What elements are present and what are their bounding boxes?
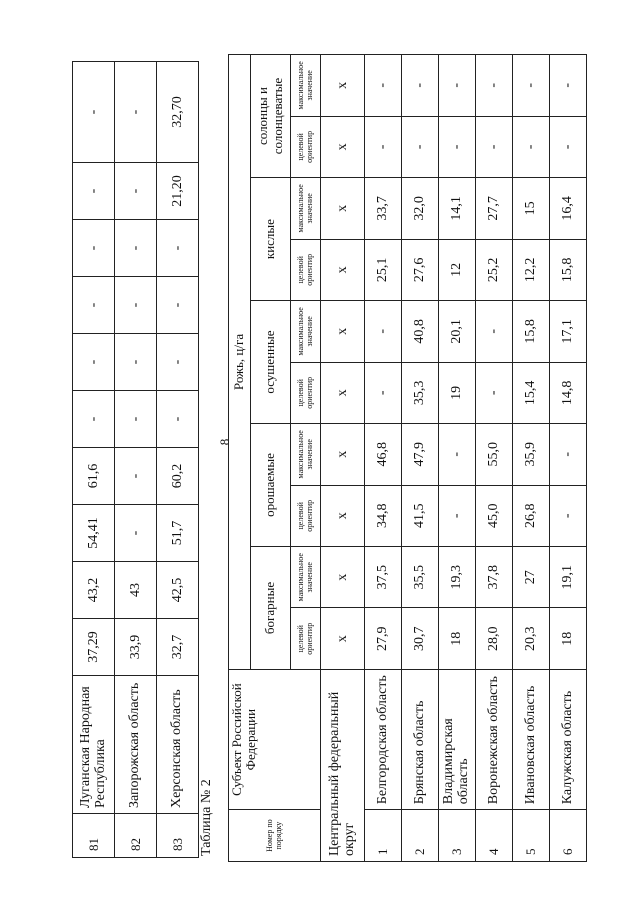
header-target: целевой ориентир [291, 608, 321, 669]
value-cell: 18 [550, 608, 587, 669]
header-group: солонцы и солонцеватые [251, 55, 291, 178]
value-cell: 25,2 [476, 239, 513, 300]
value-cell: - [115, 62, 157, 163]
value-cell: 16,4 [550, 178, 587, 239]
header-group: богарные [251, 547, 291, 670]
value-cell: 55,0 [476, 424, 513, 485]
header-max: максимальное значение [291, 547, 321, 608]
row-number: 81 [73, 814, 115, 858]
value-cell: х [321, 178, 365, 239]
subject-name: Владимирская область [439, 669, 476, 809]
table-row [476, 55, 513, 862]
value-cell: 21,20 [157, 163, 199, 220]
top-table-body [73, 62, 199, 858]
value-cell: 37,8 [476, 547, 513, 608]
value-cell: - [73, 277, 115, 334]
value-cell: 14,1 [439, 178, 476, 239]
subject-name: Брянская область [402, 669, 439, 809]
row-number: 1 [365, 810, 402, 862]
value-cell: 27,6 [402, 239, 439, 300]
value-cell: 46,8 [365, 424, 402, 485]
value-cell: - [157, 277, 199, 334]
value-cell: 60,2 [157, 448, 199, 505]
value-cell: 30,7 [402, 608, 439, 669]
value-cell: 40,8 [402, 301, 439, 362]
value-cell: - [157, 334, 199, 391]
table-row [73, 62, 115, 858]
header-row-crop [229, 55, 251, 862]
value-cell: - [550, 485, 587, 546]
header-max: максимальное значение [291, 55, 321, 117]
value-cell: 28,0 [476, 608, 513, 669]
value-cell: х [321, 424, 365, 485]
header-number: Номер по порядку [229, 810, 321, 862]
value-cell: х [321, 547, 365, 608]
value-cell: - [157, 220, 199, 277]
district-name: Центральный федеральный округ [321, 669, 365, 861]
value-cell: - [73, 220, 115, 277]
value-cell: 54,41 [73, 505, 115, 562]
table-title-wrapper [199, 779, 215, 856]
value-cell: 43,2 [73, 562, 115, 619]
table-row [439, 55, 476, 862]
subject-name: Калужская область [550, 669, 587, 809]
value-cell: 32,7 [157, 619, 199, 676]
value-cell: - [115, 391, 157, 448]
row-number: 6 [550, 810, 587, 862]
value-cell: 19,1 [550, 547, 587, 608]
value-cell: 35,3 [402, 362, 439, 423]
header-target: целевой ориентир [291, 239, 321, 300]
value-cell: 26,8 [513, 485, 550, 546]
value-cell: - [73, 163, 115, 220]
value-cell: - [439, 485, 476, 546]
value-cell: 15,8 [550, 239, 587, 300]
value-cell: х [321, 55, 365, 117]
subject-name: Запорожская область [115, 676, 157, 814]
value-cell: 27,7 [476, 178, 513, 239]
table-row [365, 55, 402, 862]
subject-name: Луганская Народная Республика [73, 676, 115, 814]
table-row [513, 55, 550, 862]
value-cell: 19 [439, 362, 476, 423]
top-table-wrapper [72, 61, 199, 858]
header-group: орошаемые [251, 424, 291, 547]
main-table-body [365, 55, 587, 862]
table-row [550, 55, 587, 862]
header-max: максимальное значение [291, 178, 321, 239]
value-cell: 18 [439, 608, 476, 669]
value-cell: - [73, 62, 115, 163]
value-cell: - [115, 448, 157, 505]
value-cell: 47,9 [402, 424, 439, 485]
header-target: целевой ориентир [291, 116, 321, 177]
value-cell: - [513, 116, 550, 177]
main-table [228, 54, 587, 862]
value-cell: - [115, 334, 157, 391]
table-row [115, 62, 157, 858]
main-table-wrapper [228, 54, 587, 862]
value-cell: - [402, 116, 439, 177]
value-cell: 27 [513, 547, 550, 608]
value-cell: 32,0 [402, 178, 439, 239]
value-cell: х [321, 239, 365, 300]
value-cell: 17,1 [550, 301, 587, 362]
value-cell: - [476, 55, 513, 117]
value-cell: 33,7 [365, 178, 402, 239]
page-number: 8 [217, 438, 232, 446]
value-cell: 25,1 [365, 239, 402, 300]
value-cell: 34,8 [365, 485, 402, 546]
value-cell: 33,9 [115, 619, 157, 676]
value-cell: 51,7 [157, 505, 199, 562]
value-cell: 42,5 [157, 562, 199, 619]
header-group: осушенные [251, 301, 291, 424]
table-row [157, 62, 199, 858]
value-cell: 12 [439, 239, 476, 300]
value-cell: 61,6 [73, 448, 115, 505]
value-cell: - [476, 116, 513, 177]
subject-name: Ивановская область [513, 669, 550, 809]
value-cell: 45,0 [476, 485, 513, 546]
value-cell: х [321, 608, 365, 669]
value-cell: 20,1 [439, 301, 476, 362]
row-number: 82 [115, 814, 157, 858]
value-cell: 27,9 [365, 608, 402, 669]
value-cell: - [365, 55, 402, 117]
value-cell: 15 [513, 178, 550, 239]
value-cell: 37,5 [365, 547, 402, 608]
value-cell: - [439, 116, 476, 177]
value-cell: - [73, 391, 115, 448]
table-title: Таблица № 2 [199, 779, 214, 856]
row-number: 83 [157, 814, 199, 858]
value-cell: - [115, 277, 157, 334]
value-cell: - [115, 505, 157, 562]
subject-name: Белгородская область [365, 669, 402, 809]
value-cell: 37,29 [73, 619, 115, 676]
value-cell: х [321, 362, 365, 423]
header-group: кислые [251, 178, 291, 301]
row-number: 3 [439, 810, 476, 862]
value-cell: 15,4 [513, 362, 550, 423]
value-cell: - [73, 334, 115, 391]
value-cell: 20,3 [513, 608, 550, 669]
header-target: целевой ориентир [291, 485, 321, 546]
subject-name: Воронежская область [476, 669, 513, 809]
header-max: максимальное значение [291, 301, 321, 362]
value-cell: - [115, 163, 157, 220]
value-cell: х [321, 485, 365, 546]
value-cell: - [439, 55, 476, 117]
value-cell: 15,8 [513, 301, 550, 362]
header-target: целевой ориентир [291, 362, 321, 423]
value-cell: - [402, 55, 439, 117]
value-cell: - [550, 424, 587, 485]
value-cell: - [513, 55, 550, 117]
value-cell: - [550, 55, 587, 117]
value-cell: - [365, 116, 402, 177]
district-row [321, 55, 365, 862]
row-number: 5 [513, 810, 550, 862]
top-table [72, 61, 199, 858]
header-crop: Рожь, ц/га [229, 55, 251, 670]
value-cell: - [157, 391, 199, 448]
value-cell: 19,3 [439, 547, 476, 608]
value-cell: - [115, 220, 157, 277]
value-cell: 43 [115, 562, 157, 619]
value-cell: 35,5 [402, 547, 439, 608]
value-cell: 32,70 [157, 62, 199, 163]
value-cell: - [550, 116, 587, 177]
value-cell: - [365, 362, 402, 423]
value-cell: 41,5 [402, 485, 439, 546]
header-subject: Субъект Российской Федерации [229, 669, 321, 809]
value-cell: х [321, 116, 365, 177]
header-max: максимальное значение [291, 424, 321, 485]
value-cell: х [321, 301, 365, 362]
value-cell: 14,8 [550, 362, 587, 423]
value-cell: 35,9 [513, 424, 550, 485]
value-cell: - [365, 301, 402, 362]
value-cell: - [476, 362, 513, 423]
value-cell: - [439, 424, 476, 485]
value-cell: 12,2 [513, 239, 550, 300]
subject-name: Херсонская область [157, 676, 199, 814]
value-cell: - [476, 301, 513, 362]
row-number: 2 [402, 810, 439, 862]
row-number: 4 [476, 810, 513, 862]
table-row [402, 55, 439, 862]
